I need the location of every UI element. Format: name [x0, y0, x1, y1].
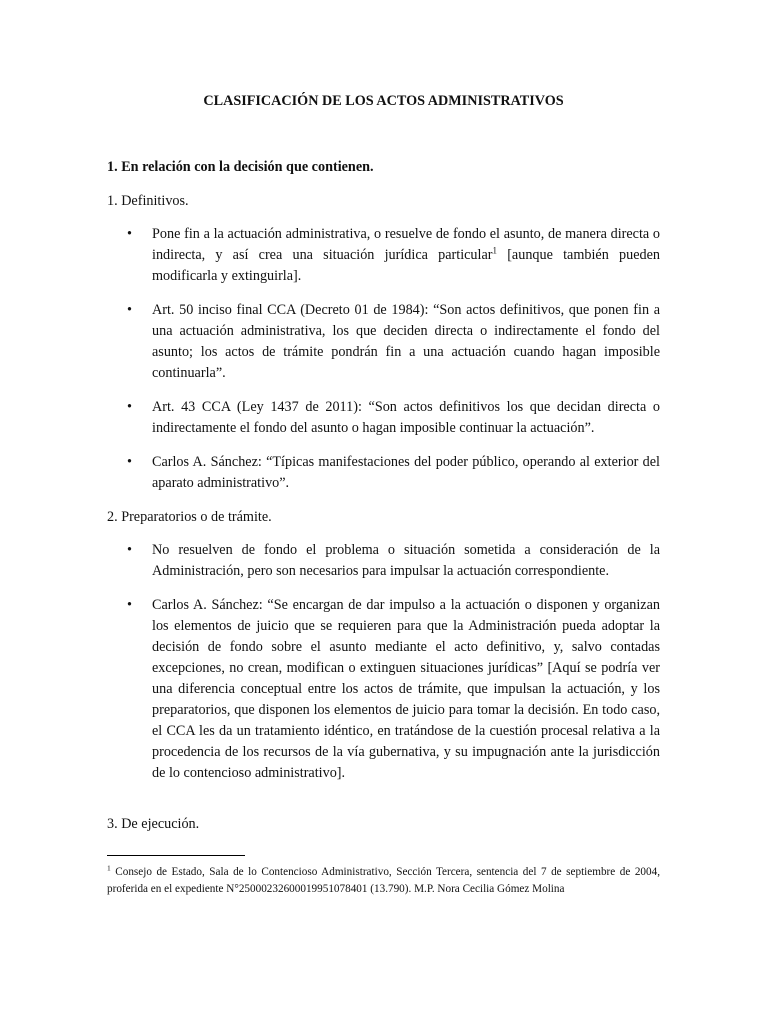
subsection-label-preparatorios: 2. Preparatorios o de trámite. [107, 509, 272, 525]
footnote-separator [107, 855, 245, 856]
footnote-marker: 1 [107, 863, 111, 873]
list-item [127, 300, 660, 384]
list-item-text: No resuelven de fondo el problema o situación sometida a consideración de la Administración, pero son necesarios para impulsar la actuación correspondiente. [152, 542, 660, 579]
bullet-icon: • [127, 597, 132, 613]
subsection-label-ejecucion: 3. De ejecución. [107, 816, 200, 832]
subsection-label-definitivos: 1. Definitivos. [107, 193, 189, 209]
list-item-text: Carlos A. Sánchez: “Se encargan de dar impulso a la actuación o disponen y organizan los elementos de juicio que se requieren para que la Administración pueda adoptar la decisión de fondo sobre el asunto mediante el acto definitivo, y, salvo contadas excepciones, no crean, modifican o extinguen situaciones jurídicas” [Aquí se podría ver una diferencia conceptual entre los actos de trámite, que impulsan la actuación, y los preparatorios, que disponen los elementos de juicio para tomar la decisión. En todo caso, el CCA les da un tratamiento idéntico, en tratándose de la cuestión procesal relativa a la procedencia de los recursos de la vía gubernativa, y su impugnación ante la jurisdicción de lo contencioso administrativo]. [152, 597, 660, 781]
bullet-icon: • [127, 302, 132, 318]
footnote-reference: 1 [492, 245, 497, 256]
list-item-text: Art. 50 inciso final CCA (Decreto 01 de 1984): “Son actos definitivos, que ponen fin a una actuación administrativa, los que deciden directa o indirectamente el fondo del asunto; los actos de trámite pondrán fin a una actuación cuando hagan imposible continuarla”. [152, 302, 660, 381]
bullet-icon: • [127, 226, 132, 242]
bullet-icon: • [127, 542, 132, 558]
list-item [127, 224, 660, 287]
list-item-text: Carlos A. Sánchez: “Típicas manifestaciones del poder público, operando al exterior del aparato administrativo”. [152, 454, 660, 491]
list-item-text: Art. 43 CCA (Ley 1437 de 2011): “Son actos definitivos los que decidan directa o indirectamente el fondo del asunto o hagan imposible continuar la actuación”. [152, 399, 660, 436]
document-title: CLASIFICACIÓN DE LOS ACTOS ADMINISTRATIVOS [203, 93, 564, 109]
footnote [107, 864, 660, 898]
section-heading: 1. En relación con la decisión que contienen. [107, 159, 374, 175]
list-item [127, 540, 660, 582]
bullet-icon: • [127, 399, 132, 415]
list-item [127, 397, 660, 439]
list-item [127, 595, 660, 784]
bullet-icon: • [127, 454, 132, 470]
list-item-text: Pone fin a la actuación administrativa, o resuelve de fondo el asunto, de manera directa o indirecta, y así crea una situación jurídica particular$^1$ [aunque también pueden modificarla y extinguirla]. [152, 226, 660, 284]
list-item [127, 452, 660, 494]
footnote-text: Consejo de Estado, Sala de lo Contencioso Administrativo, Sección Tercera, sentencia del 7 de septiembre de 2004, proferida en el expediente N°25000232600019951078401 (13.790). M.P. Nora Cecilia Gómez Molina [107, 866, 660, 895]
